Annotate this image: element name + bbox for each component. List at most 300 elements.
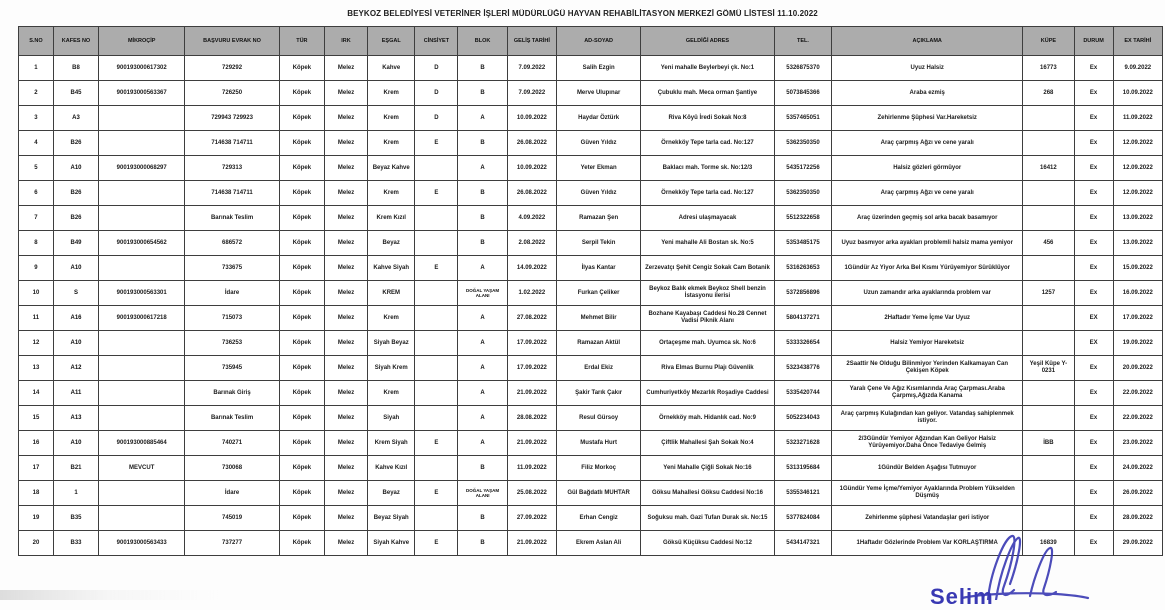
cell-durum: Ex (1074, 356, 1113, 381)
col-header-gelis-tarihi: GELİŞ TARİHİ (507, 27, 556, 56)
cell-irk: Melez (324, 231, 367, 256)
cell-adres: Göksü Küçüksu Caddesi No:12 (641, 531, 775, 556)
cell-blok: A (458, 406, 507, 431)
cell-blok: A (458, 331, 507, 356)
cell-evrak: Barınak Teslim (185, 206, 279, 231)
cell-esgal: Kahve (368, 56, 415, 81)
cell-adsoyad: Ekrem Aslan Ali (557, 531, 641, 556)
cell-esgal: Beyaz Kahve (368, 156, 415, 181)
cell-esgal: KREM (368, 281, 415, 306)
cell-esgal: Krem (368, 306, 415, 331)
cell-adres: Beykoz Balık ekmek Beykoz Shell benzin İstasyonu ilerisi (641, 281, 775, 306)
table-row (19, 81, 1163, 106)
cell-tur: Köpek (279, 381, 324, 406)
cell-blok: A (458, 356, 507, 381)
table-row (19, 331, 1163, 356)
cell-cinsiyet (415, 381, 458, 406)
cell-kafes: A10 (53, 431, 98, 456)
cell-tel: 5372856896 (774, 281, 832, 306)
col-header-mikrocip: MİKROÇİP (99, 27, 185, 56)
cell-gelis: 7.09.2022 (507, 56, 556, 81)
cell-aciklama: Halsiz Yemiyor Hareketsiz (832, 331, 1023, 356)
cell-tur: Köpek (279, 231, 324, 256)
cell-adsoyad: Erhan Cengiz (557, 506, 641, 531)
cell-durum: Ex (1074, 131, 1113, 156)
cell-esgal: Kahve Siyah (368, 256, 415, 281)
cell-aciklama: Uzun zamandır arka ayaklarında problem var (832, 281, 1023, 306)
cell-ex: 13.09.2022 (1113, 231, 1162, 256)
header-row (19, 27, 1163, 56)
cell-adsoyad: Haydar Öztürk (557, 106, 641, 131)
cell-tel: 5353485175 (774, 231, 832, 256)
cell-sno: 12 (19, 331, 54, 356)
cell-irk: Melez (324, 56, 367, 81)
cell-adsoyad: Ramazan Aktül (557, 331, 641, 356)
cell-adres: Çiftlik Mahallesi Şah Sokak No:4 (641, 431, 775, 456)
cell-ex: 20.09.2022 (1113, 356, 1162, 381)
cell-gelis: 21.09.2022 (507, 381, 556, 406)
cell-esgal: Kahve Kızıl (368, 456, 415, 481)
col-header-aciklama: AÇIKLAMA (832, 27, 1023, 56)
cell-durum: Ex (1074, 481, 1113, 506)
col-header-sno: S.NO (19, 27, 54, 56)
cell-cinsiyet: E (415, 256, 458, 281)
cell-evrak: 715073 (185, 306, 279, 331)
cell-durum: Ex (1074, 206, 1113, 231)
cell-tur: Köpek (279, 406, 324, 431)
cell-irk: Melez (324, 81, 367, 106)
table-row (19, 206, 1163, 231)
cell-sno: 11 (19, 306, 54, 331)
cell-esgal: Krem (368, 106, 415, 131)
cell-ex: 17.09.2022 (1113, 306, 1162, 331)
cell-kupe: 456 (1023, 231, 1074, 256)
cell-cinsiyet (415, 406, 458, 431)
cell-durum: Ex (1074, 531, 1113, 556)
cell-cinsiyet (415, 206, 458, 231)
cell-durum: Ex (1074, 81, 1113, 106)
cell-blok: B (458, 206, 507, 231)
cell-mikrocip (99, 106, 185, 131)
cell-ex: 28.09.2022 (1113, 506, 1162, 531)
cell-evrak: 729943 729923 (185, 106, 279, 131)
cell-esgal: Krem (368, 81, 415, 106)
cell-tel: 5804137271 (774, 306, 832, 331)
cell-adres: Ortaçeşme mah. Uyumca sk. No:6 (641, 331, 775, 356)
cell-tur: Köpek (279, 106, 324, 131)
cell-sno: 20 (19, 531, 54, 556)
cell-ex: 9.09.2022 (1113, 56, 1162, 81)
cell-durum: Ex (1074, 281, 1113, 306)
cell-durum: Ex (1074, 256, 1113, 281)
cell-cinsiyet: E (415, 481, 458, 506)
cell-ex: 12.09.2022 (1113, 131, 1162, 156)
cell-aciklama: 2Haftadır Yeme İçme Var Uyuz (832, 306, 1023, 331)
cell-kafes: A10 (53, 156, 98, 181)
cell-mikrocip (99, 506, 185, 531)
cell-irk: Melez (324, 356, 367, 381)
cell-cinsiyet: E (415, 181, 458, 206)
cell-gelis: 17.09.2022 (507, 356, 556, 381)
cell-sno: 4 (19, 131, 54, 156)
cell-tel: 5512322658 (774, 206, 832, 231)
cell-mikrocip (99, 181, 185, 206)
cell-kupe (1023, 406, 1074, 431)
cell-esgal: Beyaz Siyah (368, 506, 415, 531)
table-row (19, 256, 1163, 281)
cell-gelis: 1.02.2022 (507, 281, 556, 306)
cell-adsoyad: Güven Yıldız (557, 181, 641, 206)
cell-gelis: 27.08.2022 (507, 306, 556, 331)
cell-kafes: A3 (53, 106, 98, 131)
cell-esgal: Siyah Beyaz (368, 331, 415, 356)
table-row (19, 381, 1163, 406)
cell-kafes: B26 (53, 206, 98, 231)
cell-blok: B (458, 81, 507, 106)
cell-mikrocip: 900193000654562 (99, 231, 185, 256)
cell-esgal: Krem (368, 181, 415, 206)
cell-adsoyad: İlyas Kantar (557, 256, 641, 281)
cell-tur: Köpek (279, 356, 324, 381)
cell-ex: 29.09.2022 (1113, 531, 1162, 556)
cell-adsoyad: Şakir Tarık Çakır (557, 381, 641, 406)
cell-gelis: 27.09.2022 (507, 506, 556, 531)
col-header-durum: DURUM (1074, 27, 1113, 56)
cell-tur: Köpek (279, 131, 324, 156)
page-title: BEYKOZ BELEDİYESİ VETERİNER İŞLERİ MÜDÜRLÜĞÜ HAYVAN REHABİLİTASYON MERKEZİ GÖMÜ LİSTESİ 11.10.2022 (347, 9, 818, 18)
cell-tur: Köpek (279, 331, 324, 356)
cell-kafes: A10 (53, 256, 98, 281)
cell-kupe: 16773 (1023, 56, 1074, 81)
cell-tel: 5316263653 (774, 256, 832, 281)
cell-gelis: 10.09.2022 (507, 156, 556, 181)
table-row (19, 481, 1163, 506)
cell-tur: Köpek (279, 506, 324, 531)
scan-noise (0, 590, 220, 600)
table-row (19, 231, 1163, 256)
cell-mikrocip (99, 381, 185, 406)
col-header-geldigi-adres: GELDİĞİ ADRES (641, 27, 775, 56)
cell-cinsiyet (415, 156, 458, 181)
cell-ex: 23.09.2022 (1113, 431, 1162, 456)
cell-adsoyad: Ramazan Şen (557, 206, 641, 231)
col-header-basvuru-evrak-no: BAŞVURU EVRAK NO (185, 27, 279, 56)
cell-evrak: 735945 (185, 356, 279, 381)
table-row (19, 406, 1163, 431)
cell-durum: Ex (1074, 431, 1113, 456)
cell-aciklama: Araç çarpmış Ağzı ve cene yaralı (832, 181, 1023, 206)
cell-durum: Ex (1074, 406, 1113, 431)
cell-blok: B (458, 506, 507, 531)
cell-adsoyad: Mustafa Hurt (557, 431, 641, 456)
cell-adsoyad: Filiz Morkoç (557, 456, 641, 481)
cell-irk: Melez (324, 306, 367, 331)
cell-cinsiyet (415, 331, 458, 356)
cell-evrak: 714638 714711 (185, 131, 279, 156)
cell-aciklama: Halsiz gözleri görmüyor (832, 156, 1023, 181)
col-header-ad-soyad: AD-SOYAD (557, 27, 641, 56)
cell-cinsiyet: D (415, 56, 458, 81)
cell-irk: Melez (324, 406, 367, 431)
cell-adres: Çubuklu mah. Meca orman Şantiye (641, 81, 775, 106)
cell-kupe (1023, 306, 1074, 331)
cell-esgal: Siyah Krem (368, 356, 415, 381)
cell-sno: 7 (19, 206, 54, 231)
cell-adsoyad: Güven Yıldız (557, 131, 641, 156)
cell-cinsiyet (415, 456, 458, 481)
cell-blok: DOĞAL YAŞAM ALANI (458, 281, 507, 306)
cell-sno: 8 (19, 231, 54, 256)
cell-mikrocip (99, 356, 185, 381)
cell-kupe: Yeşil Küpe Y-0231 (1023, 356, 1074, 381)
cell-adres: Soğuksu mah. Gazi Tufan Durak sk. No:15 (641, 506, 775, 531)
cell-gelis: 21.09.2022 (507, 531, 556, 556)
cell-mikrocip (99, 481, 185, 506)
cell-adres: Örnekköy Tepe tarla cad. No:127 (641, 181, 775, 206)
cell-tel: 5333326654 (774, 331, 832, 356)
cell-adsoyad: Gül Bağdatlı MUHTAR (557, 481, 641, 506)
cell-kafes: A10 (53, 331, 98, 356)
cell-gelis: 11.09.2022 (507, 456, 556, 481)
cell-ex: 12.09.2022 (1113, 181, 1162, 206)
cell-kupe (1023, 131, 1074, 156)
cell-kafes: B45 (53, 81, 98, 106)
cell-durum: Ex (1074, 106, 1113, 131)
cell-ex: 26.09.2022 (1113, 481, 1162, 506)
cell-cinsiyet (415, 231, 458, 256)
cell-sno: 16 (19, 431, 54, 456)
col-header-irk: IRK (324, 27, 367, 56)
cell-aciklama: 1Gündür Az Yiyor Arka Bel Kısmı Yürüyemiyor Sürüklüyor (832, 256, 1023, 281)
cell-esgal: Krem Kızıl (368, 206, 415, 231)
cell-evrak: Barınak Giriş (185, 381, 279, 406)
cell-adres: Cumhuriyetköy Mezarlık Roşadiye Caddesi (641, 381, 775, 406)
cell-gelis: 4.09.2022 (507, 206, 556, 231)
cell-adres: Göksu Mahallesi Göksu Caddesi No:16 (641, 481, 775, 506)
cell-blok: B (458, 131, 507, 156)
cell-gelis: 26.08.2022 (507, 131, 556, 156)
cell-gelis: 14.09.2022 (507, 256, 556, 281)
cell-irk: Melez (324, 506, 367, 531)
table-row (19, 456, 1163, 481)
cell-blok: A (458, 431, 507, 456)
cell-adres: Bozhane Kayabaşı Caddesi No.28 Cennet Vadisi Piknik Alanı (641, 306, 775, 331)
cell-evrak: 737277 (185, 531, 279, 556)
cell-sno: 3 (19, 106, 54, 131)
table-row (19, 306, 1163, 331)
cell-adres: Yeni mahalle Beylerbeyi çk. No:1 (641, 56, 775, 81)
cell-ex: 22.09.2022 (1113, 381, 1162, 406)
cell-tur: Köpek (279, 431, 324, 456)
cell-mikrocip: 900193000617302 (99, 56, 185, 81)
cell-ex: 15.09.2022 (1113, 256, 1162, 281)
cell-kupe: 16839 (1023, 531, 1074, 556)
cell-sno: 17 (19, 456, 54, 481)
cell-sno: 18 (19, 481, 54, 506)
cell-ex: 19.09.2022 (1113, 331, 1162, 356)
cell-sno: 15 (19, 406, 54, 431)
cell-esgal: Krem (368, 381, 415, 406)
cell-cinsiyet: D (415, 106, 458, 131)
cell-tur: Köpek (279, 206, 324, 231)
cell-sno: 1 (19, 56, 54, 81)
cell-cinsiyet (415, 356, 458, 381)
cell-gelis: 17.09.2022 (507, 331, 556, 356)
cell-gelis: 25.08.2022 (507, 481, 556, 506)
cell-mikrocip (99, 406, 185, 431)
cell-adres: Riva Elmas Burnu Plajı Güvenlik (641, 356, 775, 381)
cell-blok: A (458, 256, 507, 281)
cell-blok: B (458, 531, 507, 556)
cell-sno: 2 (19, 81, 54, 106)
cell-tur: Köpek (279, 181, 324, 206)
cell-tel: 5335420744 (774, 381, 832, 406)
cell-adres: Yeni mahalle Ali Bostan sk. No:5 (641, 231, 775, 256)
cell-ex: 16.09.2022 (1113, 281, 1162, 306)
cell-evrak: 729292 (185, 56, 279, 81)
cell-aciklama: Zehirlenme Şüphesi Var.Hareketsiz (832, 106, 1023, 131)
cell-esgal: Siyah Kahve (368, 531, 415, 556)
cell-kafes: B26 (53, 131, 98, 156)
cell-kupe: İBB (1023, 431, 1074, 456)
cell-kafes: A16 (53, 306, 98, 331)
cell-irk: Melez (324, 156, 367, 181)
cell-blok: B (458, 56, 507, 81)
cell-cinsiyet (415, 281, 458, 306)
cell-adsoyad: Serpil Tekin (557, 231, 641, 256)
cell-kupe (1023, 456, 1074, 481)
col-header-kafes-no: KAFES NO (53, 27, 98, 56)
cell-sno: 9 (19, 256, 54, 281)
cell-evrak: 733675 (185, 256, 279, 281)
cell-kupe (1023, 106, 1074, 131)
cell-aciklama: 2/3Gündür Yemiyor Ağzından Kan Geliyor Halsiz Yürüyemiyor.Daha Önce Tedaviye Gelmiş (832, 431, 1023, 456)
cell-irk: Melez (324, 481, 367, 506)
cell-gelis: 10.09.2022 (507, 106, 556, 131)
cell-mikrocip: 900193000068297 (99, 156, 185, 181)
cell-irk: Melez (324, 206, 367, 231)
cell-aciklama: 1Gündür Yeme İçme/Yemiyor Ayaklarında Problem Yükselden Düşmüş (832, 481, 1023, 506)
cell-mikrocip (99, 131, 185, 156)
cell-blok: A (458, 381, 507, 406)
cell-evrak: Barınak Teslim (185, 406, 279, 431)
cell-cinsiyet: E (415, 531, 458, 556)
signature-name: Selim (930, 584, 994, 609)
cell-irk: Melez (324, 181, 367, 206)
cell-adsoyad: Mehmet Bilir (557, 306, 641, 331)
cell-ex: 22.09.2022 (1113, 406, 1162, 431)
cell-irk: Melez (324, 106, 367, 131)
cell-tel: 5362350350 (774, 181, 832, 206)
cell-kafes: A13 (53, 406, 98, 431)
cell-adsoyad: Merve Ulupınar (557, 81, 641, 106)
cell-tel: 5052234043 (774, 406, 832, 431)
cell-tel: 5313195684 (774, 456, 832, 481)
cell-aciklama: Araç üzerinden geçmiş sol arka bacak basamıyor (832, 206, 1023, 231)
cell-kupe (1023, 381, 1074, 406)
cell-durum: EX (1074, 306, 1113, 331)
cell-adres: Adresi ulaşmayacak (641, 206, 775, 231)
cell-irk: Melez (324, 381, 367, 406)
cell-adsoyad: Yeter Ekman (557, 156, 641, 181)
cell-sno: 19 (19, 506, 54, 531)
cell-mikrocip: 900193000885464 (99, 431, 185, 456)
cell-cinsiyet: D (415, 81, 458, 106)
cell-evrak: 745019 (185, 506, 279, 531)
cell-tel: 5357465051 (774, 106, 832, 131)
cell-kafes: 1 (53, 481, 98, 506)
cell-irk: Melez (324, 281, 367, 306)
cell-blok: A (458, 106, 507, 131)
cell-adres: Baklacı mah. Torme sk. No:12/3 (641, 156, 775, 181)
cell-aciklama: 1Gündür Belden Aşağısı Tutmuyor (832, 456, 1023, 481)
cell-gelis: 28.08.2022 (507, 406, 556, 431)
cell-kafes: A12 (53, 356, 98, 381)
cell-evrak: 714638 714711 (185, 181, 279, 206)
cell-mikrocip: 900193000617218 (99, 306, 185, 331)
burial-list-table (18, 26, 1163, 556)
cell-kupe: 1257 (1023, 281, 1074, 306)
cell-durum: Ex (1074, 181, 1113, 206)
table-row (19, 156, 1163, 181)
cell-durum: Ex (1074, 456, 1113, 481)
cell-mikrocip (99, 331, 185, 356)
table-row (19, 356, 1163, 381)
cell-tel: 5362350350 (774, 131, 832, 156)
cell-irk: Melez (324, 131, 367, 156)
cell-tel: 5377824084 (774, 506, 832, 531)
cell-gelis: 2.08.2022 (507, 231, 556, 256)
cell-irk: Melez (324, 531, 367, 556)
cell-mikrocip: 900193000563367 (99, 81, 185, 106)
cell-irk: Melez (324, 256, 367, 281)
cell-evrak: İdare (185, 481, 279, 506)
cell-mikrocip: 900193000563301 (99, 281, 185, 306)
cell-kupe (1023, 506, 1074, 531)
cell-blok: B (458, 456, 507, 481)
cell-durum: Ex (1074, 381, 1113, 406)
cell-gelis: 26.08.2022 (507, 181, 556, 206)
cell-kafes: B8 (53, 56, 98, 81)
cell-esgal: Beyaz (368, 481, 415, 506)
cell-durum: EX (1074, 331, 1113, 356)
cell-adsoyad: Furkan Çeliker (557, 281, 641, 306)
cell-aciklama: Araç çarpmış Kulağından kan geliyor. Vatandaş sahiplenmek istiyor. (832, 406, 1023, 431)
cell-sno: 6 (19, 181, 54, 206)
cell-sno: 14 (19, 381, 54, 406)
cell-ex: 12.09.2022 (1113, 156, 1162, 181)
cell-tur: Köpek (279, 531, 324, 556)
table-row (19, 131, 1163, 156)
cell-irk: Melez (324, 431, 367, 456)
cell-mikrocip (99, 206, 185, 231)
cell-blok: B (458, 231, 507, 256)
cell-gelis: 7.09.2022 (507, 81, 556, 106)
cell-kafes: A11 (53, 381, 98, 406)
cell-evrak: 686572 (185, 231, 279, 256)
cell-sno: 5 (19, 156, 54, 181)
cell-kafes: B49 (53, 231, 98, 256)
cell-kupe: 16412 (1023, 156, 1074, 181)
cell-kupe (1023, 181, 1074, 206)
cell-esgal: Krem Siyah (368, 431, 415, 456)
cell-adsoyad: Resul Gürsoy (557, 406, 641, 431)
cell-tur: Köpek (279, 456, 324, 481)
cell-adres: Riva Köyü İredi Sokak No:8 (641, 106, 775, 131)
table-row (19, 181, 1163, 206)
cell-aciklama: 2Saattir Ne Olduğu Bilinmiyor Yerinden Kalkamayan Can Çekişen Köpek (832, 356, 1023, 381)
col-header-esgal: EŞGAL (368, 27, 415, 56)
